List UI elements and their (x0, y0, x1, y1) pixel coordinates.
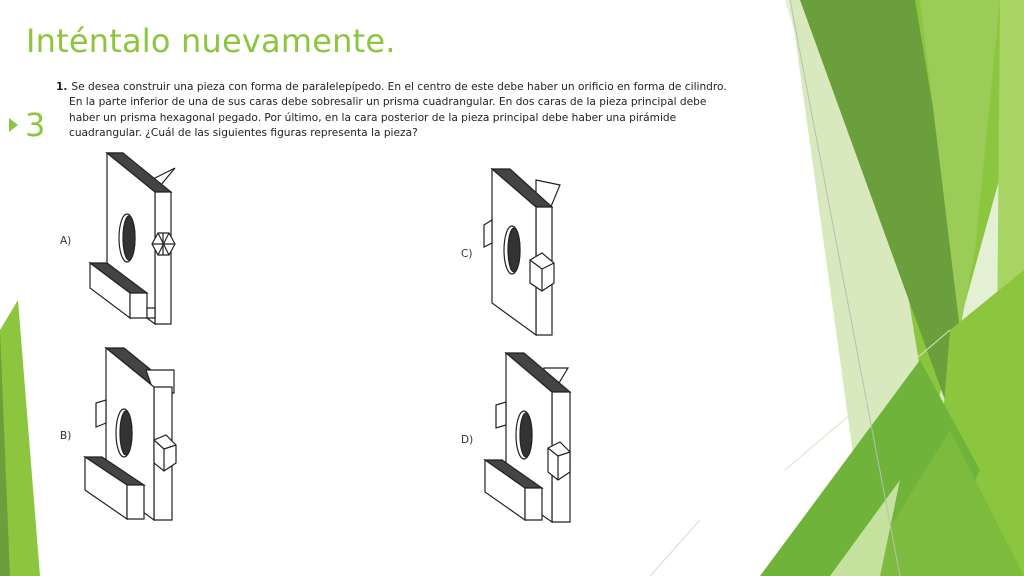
question-text (56, 80, 764, 142)
slide-title: Inténtalo nuevamente. (26, 22, 396, 60)
bullet-arrow-icon (9, 118, 18, 132)
question-line: 1. Se desea construir una pieza con forma de paralelepípedo. En el centro de este debe haber un orificio en forma de cilindro. (56, 81, 727, 93)
option-a-label: A) (60, 235, 72, 247)
option-a-figure (85, 148, 185, 328)
question-line: En la parte inferior de una de sus caras debe sobresalir un prisma cuadrangular. En dos caras de la pieza principal debe (69, 96, 707, 109)
option-c-label: C) (461, 248, 473, 260)
question-line: cuadrangular. ¿Cuál de las siguientes figuras representa la pieza? (69, 127, 418, 140)
option-c-figure (480, 165, 580, 345)
question-line: haber un prisma hexagonal pegado. Por último, en la cara posterior de la pieza principal debe haber una pirámide (69, 111, 677, 124)
option-b-figure (82, 345, 182, 525)
option-d-figure (482, 350, 582, 530)
option-b-label: B) (60, 430, 72, 442)
option-d-label: D) (461, 434, 474, 446)
question-number: 1. (56, 81, 68, 93)
slide-number: 3 (25, 106, 46, 144)
